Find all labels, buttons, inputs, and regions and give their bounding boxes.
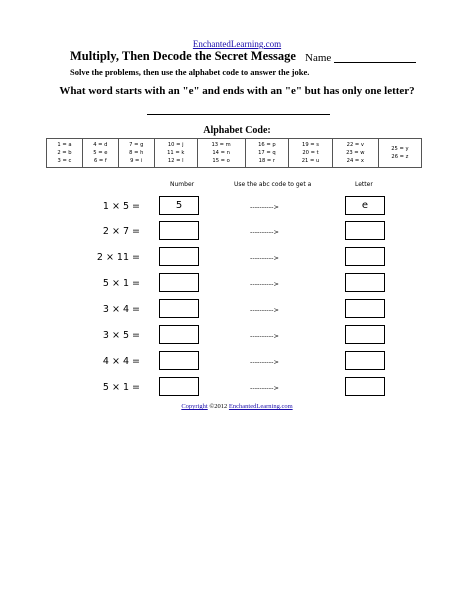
code-cell: 19 = s 20 = t 21 = u xyxy=(289,139,333,168)
arrow: ----------> xyxy=(250,254,279,262)
arrow: ----------> xyxy=(250,384,279,392)
code-cell: 13 = m 14 = n 15 = o xyxy=(197,139,245,168)
letter-answer-box[interactable] xyxy=(345,273,385,292)
code-cell: 16 = p 17 = q 18 = r xyxy=(245,139,289,168)
number-column-header: Number xyxy=(170,181,195,188)
number-answer-box[interactable] xyxy=(159,247,199,266)
letter-answer-box[interactable] xyxy=(345,325,385,344)
code-column-header: Use the abc code to get a xyxy=(234,181,312,188)
copyright-year: ©2012 xyxy=(207,403,229,410)
joke-question: What word starts with an "e" and ends with an "e" but has only one letter? xyxy=(59,85,415,97)
letter-answer-box[interactable] xyxy=(345,351,385,370)
footer-site-link[interactable]: EnchantedLearning.com xyxy=(228,403,293,410)
alphabet-code-table xyxy=(46,138,422,168)
letter-answer-box[interactable] xyxy=(345,221,385,240)
arrow: ----------> xyxy=(250,203,279,211)
letter-answer-box[interactable] xyxy=(345,299,385,318)
arrow: ----------> xyxy=(250,358,279,366)
equation: 2 × 11 = xyxy=(96,252,140,263)
number-answer-box[interactable] xyxy=(159,351,199,370)
number-answer-box[interactable] xyxy=(159,221,199,240)
code-cell: 4 = d 5 = e 6 = f xyxy=(82,139,118,168)
code-cell: 7 = g 8 = h 9 = i xyxy=(118,139,154,168)
instructions: Solve the problems, then use the alphabet code to answer the joke. xyxy=(70,67,310,77)
arrow: ----------> xyxy=(250,306,279,314)
footer xyxy=(0,403,474,410)
equation: 4 × 4 = xyxy=(102,356,140,367)
code-cell: 22 = v 23 = w 24 = x xyxy=(332,139,378,168)
copyright-link[interactable]: Copyright xyxy=(181,403,208,410)
equation: 1 × 5 = xyxy=(102,201,140,212)
letter-answer-box[interactable] xyxy=(345,377,385,396)
code-cell: 10 = j 11 = k 12 = l xyxy=(154,139,197,168)
number-answer-box[interactable] xyxy=(159,325,199,344)
equation: 5 × 1 = xyxy=(102,278,140,289)
alphabet-code-title: Alphabet Code: xyxy=(203,125,271,136)
equation: 3 × 4 = xyxy=(102,304,140,315)
equation: 2 × 7 = xyxy=(102,226,140,237)
arrow: ----------> xyxy=(250,332,279,340)
arrow: ----------> xyxy=(250,280,279,288)
letter-answer-box[interactable] xyxy=(345,247,385,266)
site-link[interactable]: EnchantedLearning.com xyxy=(192,39,282,49)
name-line xyxy=(334,62,416,63)
number-answer-box[interactable] xyxy=(159,377,199,396)
letter-answer-box[interactable]: e xyxy=(345,196,385,215)
number-answer-box[interactable]: 5 xyxy=(159,196,199,215)
number-answer-box[interactable] xyxy=(159,299,199,318)
number-answer-box[interactable] xyxy=(159,273,199,292)
worksheet-title: Multiply, Then Decode the Secret Message xyxy=(70,49,296,63)
code-cell: 25 = y 26 = z xyxy=(378,139,421,168)
code-cell: 1 = a 2 = b 3 = c xyxy=(47,139,83,168)
equation: 5 × 1 = xyxy=(102,382,140,393)
arrow: ----------> xyxy=(250,228,279,236)
letter-column-header: Letter xyxy=(355,181,373,188)
equation: 3 × 5 = xyxy=(102,330,140,341)
name-label: Name xyxy=(305,52,332,64)
answer-line xyxy=(147,114,330,115)
